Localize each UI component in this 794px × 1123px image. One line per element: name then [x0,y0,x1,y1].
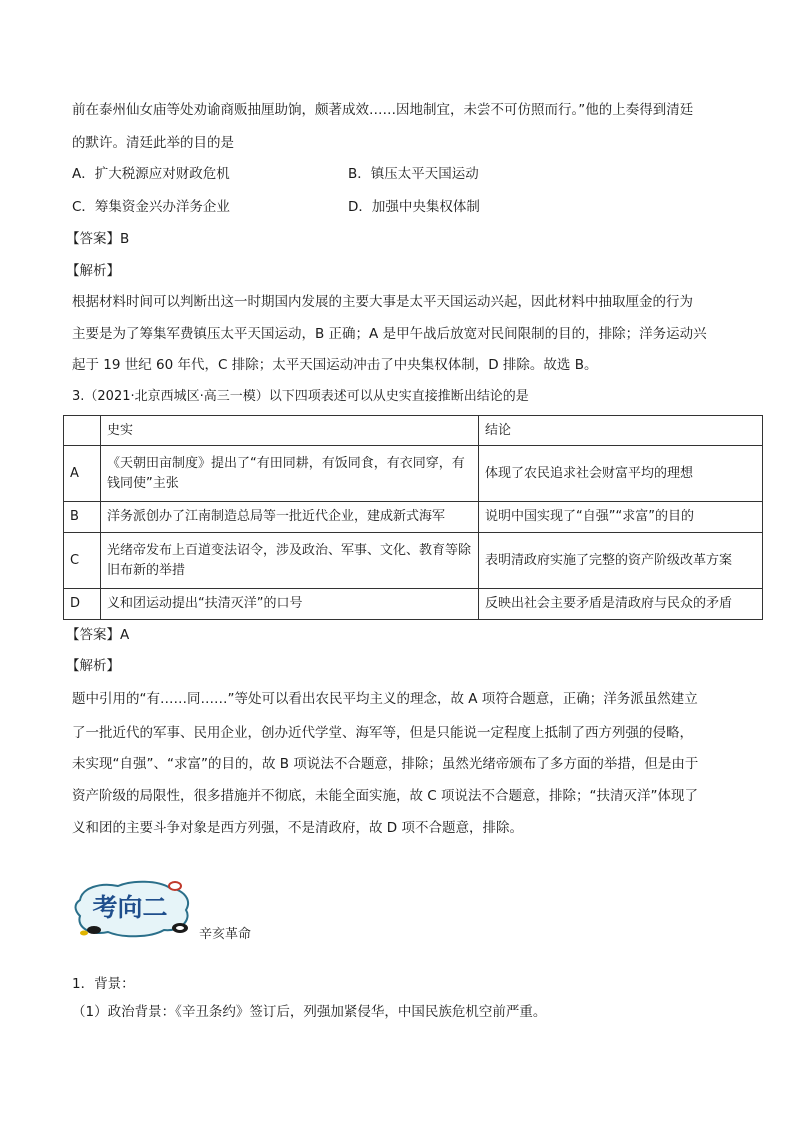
q2-option-c: C．筹集资金兴办洋务企业 [72,199,230,215]
row-conclusion: 反映出社会主要矛盾是清政府与民众的矛盾 [479,589,763,620]
table-header-cell: 结论 [479,416,763,446]
q3-analysis-line: 未实现“自强”、“求富”的目的，故 B 项说法不合题意，排除；虽然光绪帝颁布了多方面的举措，但是由于 [72,756,699,772]
q3-analysis-line: 义和团的主要斗争对象是西方列强，不是清政府，故 D 项不合题意，排除。 [72,820,523,836]
table-row [64,533,763,589]
q3-table [63,415,763,620]
row-label: C [64,533,101,589]
section-subtitle: 辛亥革命 [199,927,252,942]
q3-analysis-label: 【解析】 [66,658,120,674]
q2-analysis-label: 【解析】 [66,263,120,279]
q3-analysis-line: 资产阶级的局限性，很多措施并不彻底，未能全面实施，故 C 项说法不合题意，排除；“扶清灭洋”体现了 [72,788,698,804]
table-row [64,589,763,620]
row-conclusion: 表明清政府实施了完整的资产阶级改革方案 [479,533,763,589]
row-conclusion: 说明中国实现了“自强”“求富”的目的 [479,502,763,533]
table-header-cell: 史实 [101,416,479,446]
row-fact: 光绪帝发布上百道变法诏令，涉及政治、军事、文化、教育等除旧布新的举措 [101,533,479,589]
section-item-heading: 1．背景： [72,976,135,992]
section-badge-icon [72,878,194,940]
row-conclusion: 体现了农民追求社会财富平均的理想 [479,446,763,502]
table-row [64,502,763,533]
row-fact: 《天朝田亩制度》提出了“有田同耕，有饭同食，有衣同穿，有钱同使”主张 [101,446,479,502]
q2-analysis-line: 主要是为了筹集军费镇压太平天国运动，B 正确；A 是甲午战后放宽对民间限制的目的，排除；洋务运动兴 [72,326,707,342]
row-fact: 洋务派创办了江南制造总局等一批近代企业，建成新式海军 [101,502,479,533]
q3-analysis-line: 题中引用的“有……同……”等处可以看出农民平均主义的理念，故 A 项符合题意，正确；洋务派虽然建立 [72,691,698,707]
section-badge-text: 考向二 [92,893,168,922]
q3-answer: 【答案】A [66,627,130,643]
table-header-row [64,416,763,446]
row-label: B [64,502,101,533]
row-label: D [64,589,101,620]
q3-analysis-line: 了一批近代的军事、民用企业，创办近代学堂、海军等，但是只能说一定程度上抵制了西方列强的侵略， [72,725,693,741]
q2-material-line-2: 的默许。清廷此举的目的是 [72,135,234,151]
q2-option-d: D．加强中央集权体制 [348,199,480,215]
table-header-cell [64,416,101,446]
q2-analysis-line: 根据材料时间可以判断出这一时期国内发展的主要大事是太平天国运动兴起，因此材料中抽取厘金的行为 [72,294,693,310]
q2-analysis-line: 起于 19 世纪 60 年代，C 排除；太平天国运动冲击了中央集权体制，D 排除。故选 B。 [72,357,598,373]
section-item-text: （1）政治背景：《辛丑条约》签订后，列强加紧侵华，中国民族危机空前严重。 [72,1004,547,1020]
q2-option-b: B．镇压太平天国运动 [348,166,479,182]
row-fact: 义和团运动提出“扶清灭洋”的口号 [101,589,479,620]
q3-stem: 3.（2021·北京西城区·高三一模）以下四项表述可以从史实直接推断出结论的是 [72,389,529,404]
q2-material-line-1: 前在泰州仙女庙等处劝谕商贩抽厘助饷，颇著成效……因地制宜，未尝不可仿照而行。”他的上奏得到清廷 [72,102,694,118]
q2-answer: 【答案】B [66,231,130,247]
row-label: A [64,446,101,502]
table-row [64,446,763,502]
q2-option-a: A．扩大税源应对财政危机 [72,166,230,182]
